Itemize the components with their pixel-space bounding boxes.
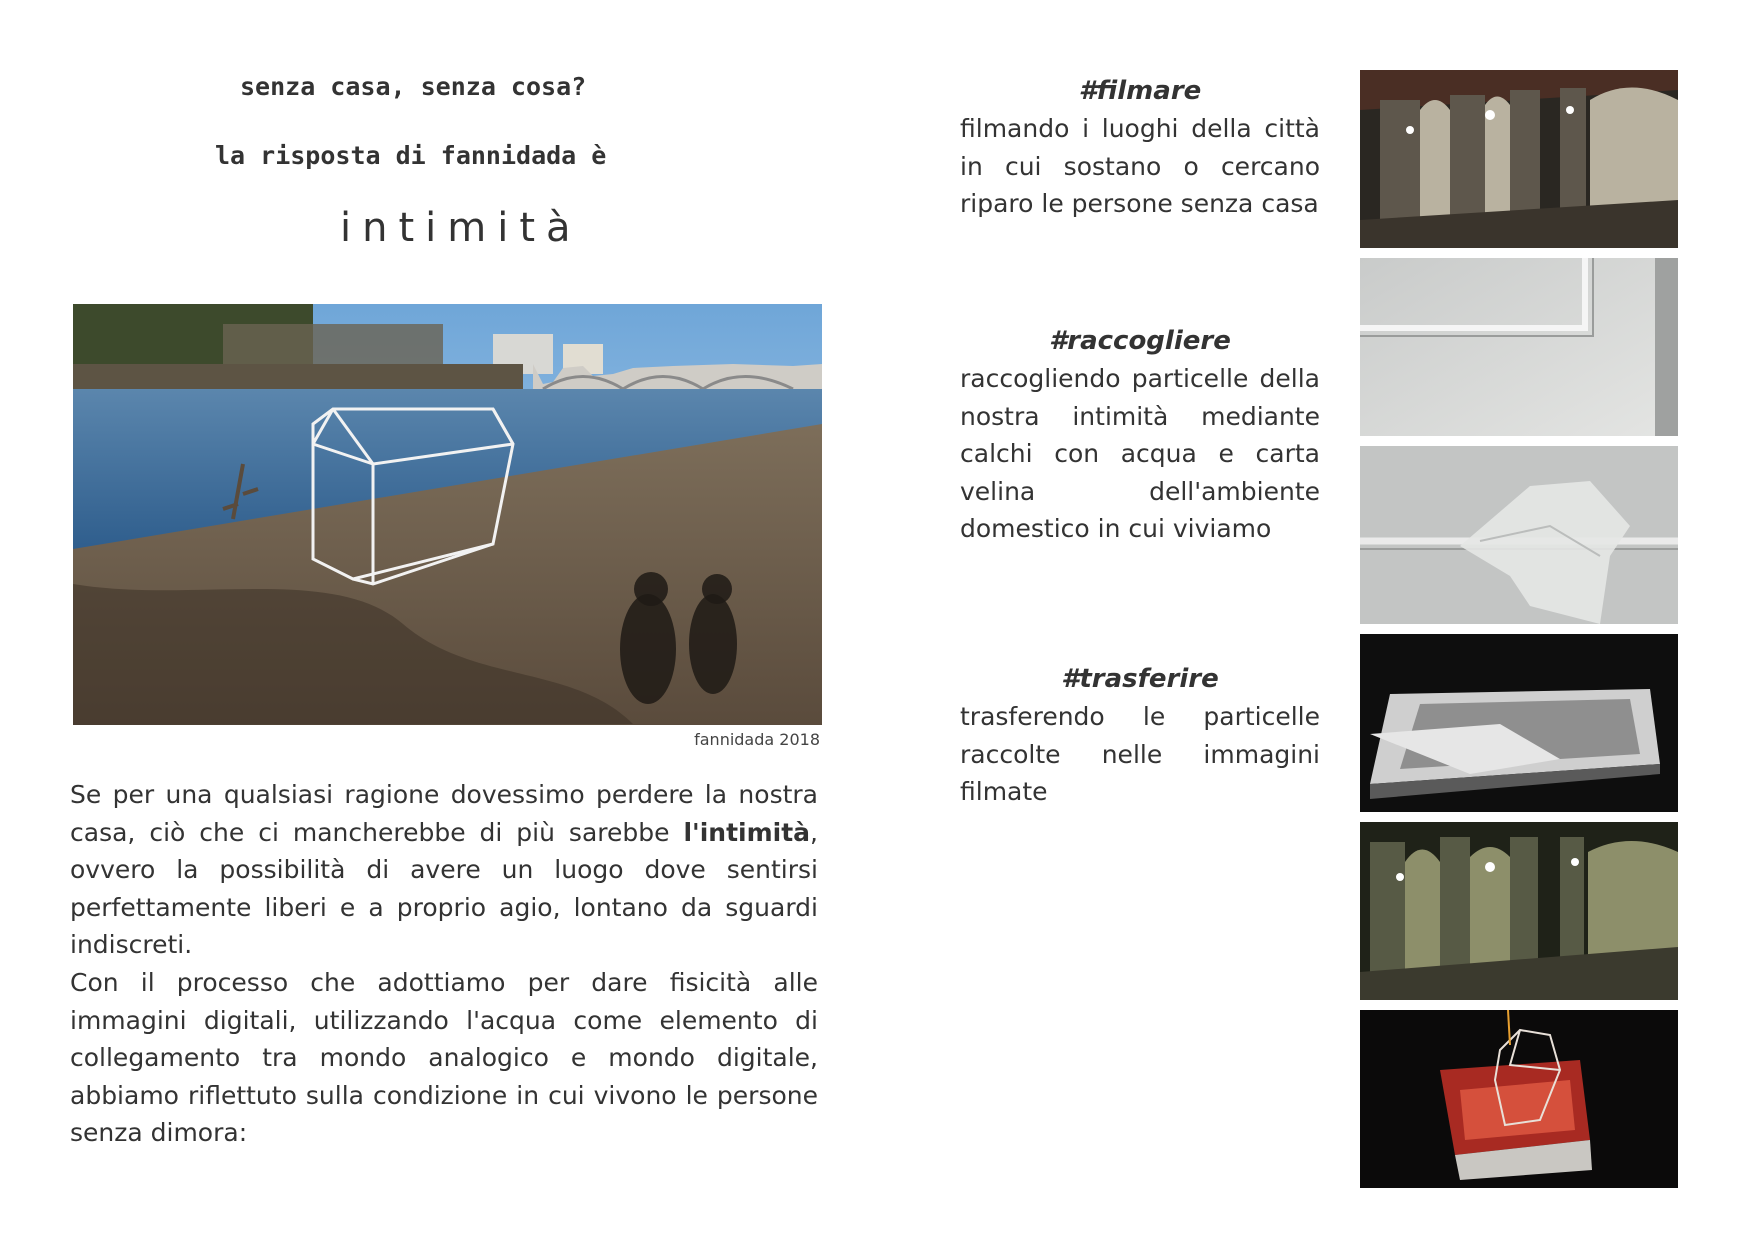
section-text: trasferendo le particelle raccolte nelle immagini filmate — [960, 702, 1320, 807]
section-title: #raccogliere — [1049, 326, 1231, 356]
body-p1-emphasis: l'intimità — [683, 817, 811, 847]
keyword-title: intimità — [340, 205, 582, 251]
section-text: raccogliendo particelle della nostra intimità mediante calchi con acqua e carta velina dell'ambiente domestico in cui viviamo — [960, 364, 1320, 544]
body-p1-end: , ovvero la possibilità di avere un luogo dove sentirsi perfettamente liberi e a proprio agio, lontano da sguardi indiscreti. — [70, 817, 818, 960]
section-trasferire — [960, 664, 1320, 811]
heading-line-2: la risposta di fannidada è — [215, 141, 607, 170]
photo-red-installation — [1360, 1010, 1678, 1188]
main-photo — [73, 304, 822, 725]
photo-tissue-paper — [1360, 446, 1678, 624]
section-title: #filmare — [1078, 76, 1202, 106]
body-paragraph-2: Con il processo che adottiamo per dare fisicità alle immagini digitali, utilizzando l'acqua come elemento di collegamento tra mondo analogico e mondo digitale, abbiamo riflettuto sulla condizione in cui vivono le persone senza dimora: — [70, 967, 818, 1148]
photo-transfer — [1360, 634, 1678, 812]
body-text — [70, 776, 818, 1152]
section-text: filmando i luoghi della città in cui sostano o cercano riparo le persone senza casa — [960, 114, 1320, 219]
photo-door-panel — [1360, 258, 1678, 436]
photo-caption: fannidada 2018 — [694, 730, 820, 749]
body-p1-start: Se per una qualsiasi ragione dovessimo perdere la nostra casa, ciò che ci mancherebbe di più sarebbe — [70, 780, 818, 847]
heading-line-1: senza casa, senza cosa? — [240, 72, 587, 101]
photo-arcade-1 — [1360, 70, 1678, 248]
photo-arcade-2 — [1360, 822, 1678, 1000]
section-raccogliere — [960, 326, 1320, 548]
body-paragraph-1 — [70, 776, 818, 964]
section-title: #trasferire — [1061, 664, 1219, 694]
section-filmare — [960, 76, 1320, 223]
